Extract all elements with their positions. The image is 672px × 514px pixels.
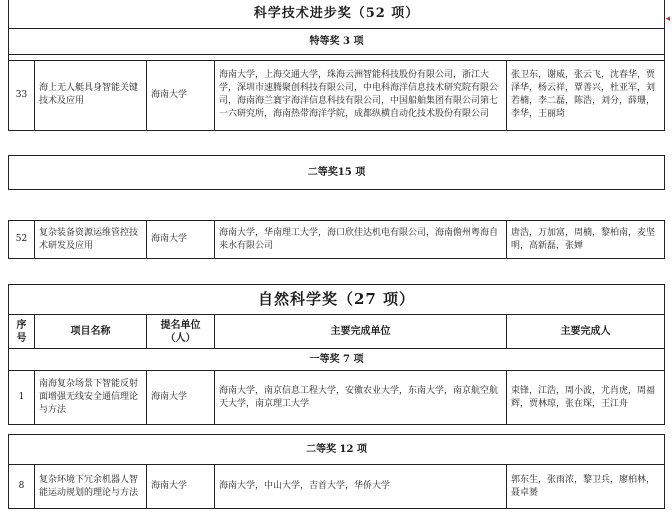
project-name: 南海复杂场景下智能反射面增强无线安全通信理论与方法 [35,371,147,425]
main-units: 海南大学，上海交通大学，珠海云洲智能科技股份有限公司，浙江大学，深圳市速腾聚创科技有限公司，中电科海洋信息技术研究院有限公司，海南海兰寰宇海洋信息科技有限公司，中国船舶集团有限公司第七一六研究所，海南热带海洋学院，成都纵横自动化技术股份有限公司 [215,60,507,130]
row-number: 33 [9,60,35,130]
section-title: 科学技术进步奖（52 项） [9,0,665,28]
project-name: 复杂环境下冗余机器人智能运动规划的理论与方法 [35,465,147,509]
award-level-title: 特等奖 3 项 [9,28,665,54]
project-name: 复杂装备资源运维管控技术研发及应用 [35,221,147,259]
main-units: 海南大学，中山大学，吉首大学，华侨大学 [215,465,507,509]
section-sci-tech-progress [8,0,664,131]
table-row [9,221,665,259]
table-row [9,60,665,130]
main-people: 张卫东，谢威，张云飞，沈春华，贾泽华，杨云祥，覃善兴，杜亚军，刘若楠，李二磊，陈浩，刘分，薛珊，李华，王丽琦 [507,60,665,130]
award-level-title: 二等奖 12 项 [9,435,665,465]
main-units: 海南大学，南京信息工程大学，安徽农业大学，东南大学，南京航空航天大学，南京理工大学 [215,371,507,425]
row-number: 52 [9,221,35,259]
main-people: 郭东生，张雨浓，黎卫兵，廖柏林，聂卓赟 [507,465,665,509]
table-header-row [9,315,665,349]
header-people: 主要完成人 [507,315,665,349]
nominator: 海南大学 [147,371,215,425]
main-people: 唐浩，万加富，周楠，黎柏南，麦坚明，高新磊，张婵 [507,221,665,259]
section-second-prize-progress [8,155,664,190]
header-no: 序号 [9,315,35,349]
header-nominator: 提名单位（人） [147,315,215,349]
main-people: 束锋，江浩，周小波，尤肖虎，周福辉，贾林琼，张在琛，王江舟 [507,371,665,425]
row-number: 1 [9,371,35,425]
table-row [9,371,665,425]
nominator: 海南大学 [147,60,215,130]
award-level-title: 二等奖15 项 [9,156,665,190]
arrow-marker-icon: ◂ [665,14,670,24]
section-second-prize-rows [8,220,664,259]
main-units: 海南大学，华南理工大学，海口欣佳达机电有限公司，海南儋州粤海自来水有限公司 [215,221,507,259]
table-row [9,465,665,509]
nominator: 海南大学 [147,221,215,259]
award-level-title: 一等奖 7 项 [9,349,665,371]
row-number: 8 [9,465,35,509]
project-name: 海上无人艇具身智能关键技术及应用 [35,60,147,130]
section-second-prize-natural [8,434,664,509]
section-natural-science [8,284,664,425]
section-title: 自然科学奖（27 项） [9,285,665,315]
header-name: 项目名称 [35,315,147,349]
header-units: 主要完成单位 [215,315,507,349]
nominator: 海南大学 [147,465,215,509]
